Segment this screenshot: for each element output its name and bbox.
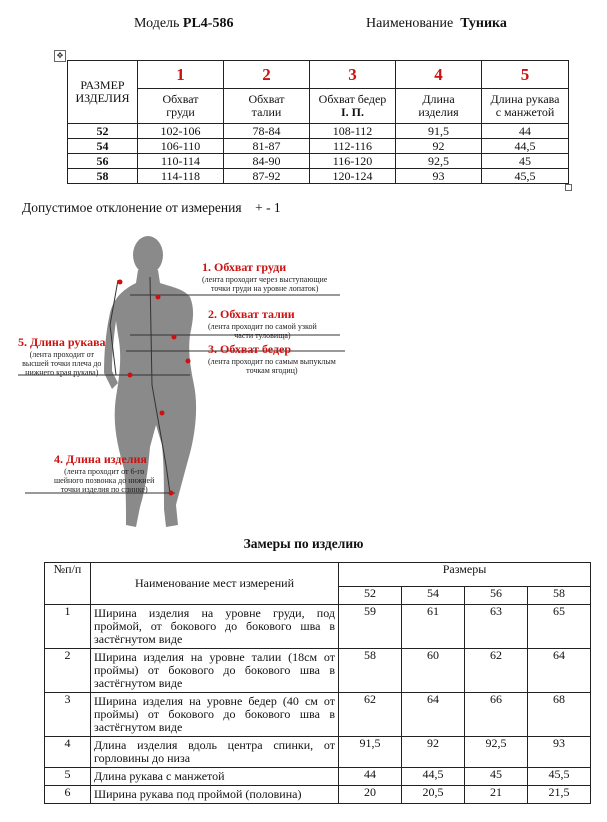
- measure-number: 1: [138, 61, 224, 89]
- measure-number: 5: [482, 61, 569, 89]
- annotation-note: (лента проходит от 6-го: [64, 467, 145, 476]
- header-num: №п/п: [45, 563, 91, 605]
- value-cell: 78-84: [224, 124, 310, 139]
- measure-label-cell: [396, 89, 482, 124]
- measure-number: 3: [310, 61, 396, 89]
- value-cell: 84-90: [224, 154, 310, 169]
- measure-label-cell: [310, 89, 396, 124]
- value-cell: 108-112: [310, 124, 396, 139]
- annotation-note: (лента проходит по самой узкой: [208, 322, 317, 331]
- value-cell: 61: [402, 605, 465, 649]
- value-cell: 102-106: [138, 124, 224, 139]
- value-cell: 21,5: [528, 786, 591, 804]
- measure-label-line: Обхват бедер: [318, 92, 387, 106]
- model-label: Модель: [134, 16, 180, 31]
- annotation-note: точки изделия по спинке): [60, 485, 148, 494]
- annotation-hips: [208, 342, 336, 375]
- row-name: Ширина изделия на уровне груди, под проймой, от бокового до бокового шва в застёгнутом виде: [91, 605, 339, 649]
- row-number: 2: [45, 649, 91, 693]
- value-cell: 68: [528, 693, 591, 737]
- measure-number: 2: [224, 61, 310, 89]
- measure-label-line: Обхват: [248, 92, 285, 106]
- tolerance-value: + - 1: [255, 200, 281, 215]
- value-cell: 92,5: [396, 154, 482, 169]
- value-cell: 45,5: [482, 169, 569, 184]
- size-header: 58: [528, 587, 591, 605]
- measure-label-line: I. П.: [340, 105, 364, 119]
- header-name: [91, 563, 339, 605]
- row-name: Длина изделия вдоль центра спинки, от горловины до низа: [91, 737, 339, 768]
- row-name: Ширина изделия на уровне бедер (40 см от проймы) от бокового до бокового шва в застёгнутом виде: [91, 693, 339, 737]
- value-cell: 59: [339, 605, 402, 649]
- row-name: Ширина рукава под проймой (половина): [91, 786, 339, 804]
- value-cell: 92: [402, 737, 465, 768]
- table-row: [68, 169, 569, 184]
- measure-number: 4: [396, 61, 482, 89]
- annotation-note: (лента проходит по самым выпуклым: [208, 357, 336, 366]
- measure-label-line: изделия: [418, 105, 459, 119]
- annotation-sleeve-length: [18, 335, 106, 377]
- value-cell: 44: [482, 124, 569, 139]
- size-header: 54: [402, 587, 465, 605]
- table-resize-handle[interactable]: [565, 184, 572, 191]
- value-cell: 44,5: [482, 139, 569, 154]
- annotation-garment-length: [54, 452, 154, 494]
- measure-label-line: Обхват: [162, 92, 199, 106]
- size-chart-table: [67, 60, 569, 184]
- value-cell: 44: [339, 768, 402, 786]
- value-cell: 64: [528, 649, 591, 693]
- annotation-title: 4. Длина изделия: [54, 452, 147, 466]
- annotation-waist: [208, 307, 317, 340]
- row-number: 3: [45, 693, 91, 737]
- annotation-title: 3. Обхват бедер: [208, 342, 292, 356]
- value-cell: 62: [339, 693, 402, 737]
- size-header: 52: [339, 587, 402, 605]
- model-heading: [134, 16, 233, 32]
- value-cell: 114-118: [138, 169, 224, 184]
- measure-label-cell: [224, 89, 310, 124]
- value-cell: 92: [396, 139, 482, 154]
- annotation-title: 5. Длина рукава: [18, 335, 106, 349]
- value-cell: 93: [396, 169, 482, 184]
- annotation-note: шейного позвонка до нижней: [54, 476, 155, 485]
- size-cell: 54: [68, 139, 138, 154]
- value-cell: 65: [528, 605, 591, 649]
- value-cell: 64: [402, 693, 465, 737]
- table-row: [45, 693, 591, 737]
- row-number: 6: [45, 786, 91, 804]
- value-cell: 21: [465, 786, 528, 804]
- table-row: [45, 649, 591, 693]
- tolerance-label: Допустимое отклонение от измерения: [22, 200, 242, 215]
- annotation-note: точки груди на уровне лопаток): [210, 284, 319, 293]
- model-value: PL4-586: [182, 16, 234, 31]
- value-cell: 20: [339, 786, 402, 804]
- row-number: 5: [45, 768, 91, 786]
- measure-label-cell: [482, 89, 569, 124]
- table-row: [45, 737, 591, 768]
- size-header-cell: [68, 61, 138, 124]
- value-cell: 93: [528, 737, 591, 768]
- value-cell: 63: [465, 605, 528, 649]
- value-cell: 81-87: [224, 139, 310, 154]
- name-label: Наименование: [366, 16, 454, 31]
- value-cell: 87-92: [224, 169, 310, 184]
- measure-label-line: Длина рукава: [490, 92, 560, 106]
- value-cell: 112-116: [310, 139, 396, 154]
- table-row: [45, 768, 591, 786]
- table-row: [45, 605, 591, 649]
- table-row: [68, 154, 569, 169]
- annotation-title: 2. Обхват талии: [208, 307, 295, 321]
- value-cell: 44,5: [402, 768, 465, 786]
- size-cell: 56: [68, 154, 138, 169]
- tolerance-note: [22, 200, 281, 216]
- measure-label-line: с манжетой: [495, 105, 555, 119]
- value-cell: 91,5: [396, 124, 482, 139]
- value-cell: 62: [465, 649, 528, 693]
- product-name-heading: [366, 16, 507, 32]
- annotation-note: нижнего края рукава): [25, 368, 99, 377]
- size-cell: 58: [68, 169, 138, 184]
- value-cell: 116-120: [310, 154, 396, 169]
- garment-measurements-table: [44, 562, 591, 804]
- table-row: [68, 124, 569, 139]
- annotation-chest: [202, 260, 327, 293]
- size-header: 56: [465, 587, 528, 605]
- size-cell: 52: [68, 124, 138, 139]
- size-header: РАЗМЕР ИЗДЕЛИЯ: [75, 78, 130, 105]
- measure-label-line: Длина: [422, 92, 455, 106]
- measure-label-line: груди: [166, 105, 195, 119]
- value-cell: 120-124: [310, 169, 396, 184]
- table-row: [68, 139, 569, 154]
- table-row: [45, 786, 591, 804]
- value-cell: 106-110: [138, 139, 224, 154]
- value-cell: 110-114: [138, 154, 224, 169]
- header-name-text: Наименование мест измерений: [134, 576, 295, 590]
- measure-label-cell: [138, 89, 224, 124]
- table-move-handle-icon[interactable]: ✥: [54, 50, 66, 62]
- annotation-note: части туловища): [234, 331, 291, 340]
- header-sizes: Размеры: [339, 563, 591, 587]
- value-cell: 58: [339, 649, 402, 693]
- annotation-note: (лента проходит от: [29, 350, 94, 359]
- value-cell: 66: [465, 693, 528, 737]
- measurements-title: Замеры по изделию: [243, 536, 364, 551]
- value-cell: 60: [402, 649, 465, 693]
- value-cell: 91,5: [339, 737, 402, 768]
- annotation-note: высшей точки плеча до: [22, 359, 102, 368]
- annotation-note: точкам ягодиц): [246, 366, 298, 375]
- value-cell: 92,5: [465, 737, 528, 768]
- row-number: 4: [45, 737, 91, 768]
- annotation-note: (лента проходит через выступающие: [202, 275, 328, 284]
- row-name: Ширина изделия на уровне талии (18см от проймы) от бокового до бокового шва в застёгнутом виде: [91, 649, 339, 693]
- value-cell: 45: [465, 768, 528, 786]
- value-cell: 45,5: [528, 768, 591, 786]
- row-name: Длина рукава с манжетой: [91, 768, 339, 786]
- annotation-title: 1. Обхват груди: [202, 260, 287, 274]
- measure-label-line: талии: [251, 105, 282, 119]
- value-cell: 20,5: [402, 786, 465, 804]
- name-value: Туника: [460, 16, 507, 31]
- row-number: 1: [45, 605, 91, 649]
- value-cell: 45: [482, 154, 569, 169]
